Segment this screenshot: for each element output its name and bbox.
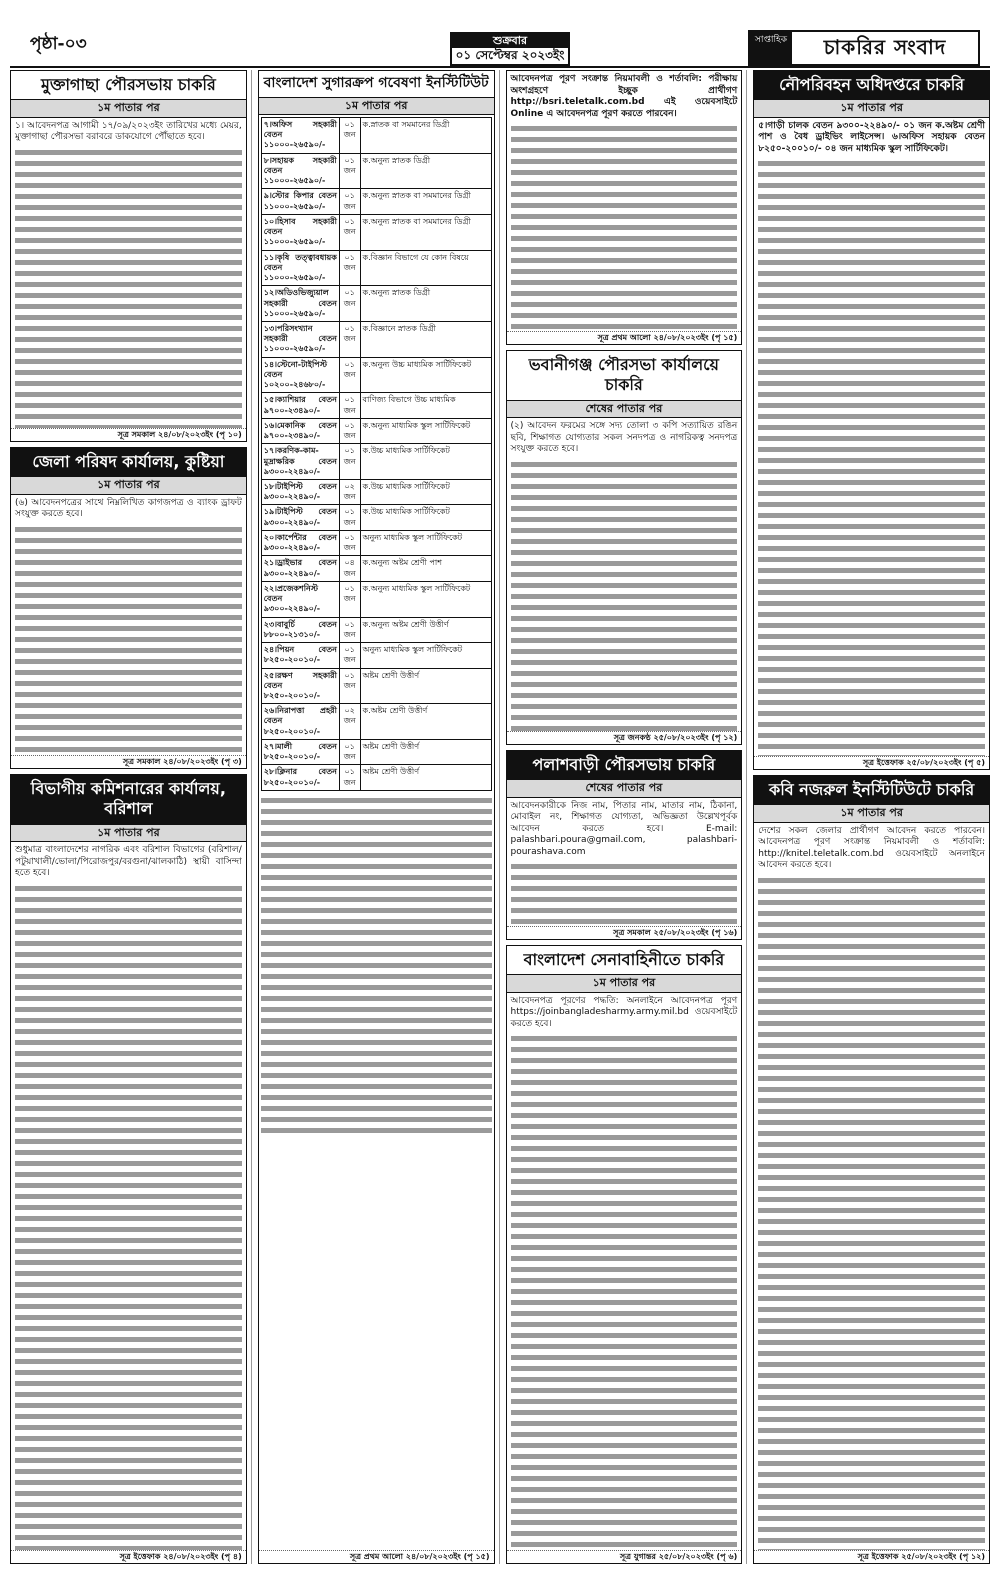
post-name-cell-text: ২৩।বাবুর্চি বেতন ৮৮০০-২১৩১০/- [263, 619, 337, 639]
post-count-cell-text: ০১ জন [343, 359, 356, 379]
text-block [511, 1033, 738, 1550]
date-value: ০১ সেপ্টেম্বর ২০২৩ইং [455, 48, 565, 63]
article-subtitle: ১ম পাতার পর [259, 98, 494, 115]
post-name-cell [261, 214, 339, 250]
columns [10, 70, 990, 1564]
post-count-cell [339, 530, 360, 555]
text-block [511, 123, 738, 331]
post-requirement-cell [360, 643, 491, 668]
article-title: বিভাগীয় কমিশনারের কার্যালয়, বরিশাল [11, 775, 246, 825]
text-block [511, 861, 738, 926]
article-muktagacha [10, 70, 247, 442]
post-row [261, 739, 491, 764]
article-body [507, 993, 742, 1550]
post-count-cell [339, 765, 360, 790]
article-source: সূত্র ইত্তেফাক ২৫/০৮/২০২৩ইং (পৃ ৫) [754, 756, 989, 769]
post-name-cell [261, 480, 339, 505]
post-name-cell [261, 250, 339, 286]
post-row [261, 393, 491, 418]
column-3 [506, 70, 748, 1564]
article-lead: আবেদনপত্র পূরণ সংক্রান্ত নিয়মাবলী ও শর্তাবলি: পরীক্ষায় অংশগ্রহণে ইচ্ছুক প্রার্থীগণ http://bsri.teletalk.com.bd এই ওয়েবসাইটে Online এ আবেদনপত্র পূরণ করতে পারবেন। [510, 74, 738, 119]
column-4 [753, 70, 990, 1564]
post-requirement-cell [360, 739, 491, 764]
post-count-cell-text: ০১ জন [343, 583, 356, 604]
post-count-cell-text: ০১ জন [343, 119, 356, 140]
post-name-cell [261, 704, 339, 740]
article-subtitle: ১ম পাতার পর [11, 477, 246, 494]
post-count-cell-text: ০১ জন [343, 670, 356, 690]
post-name-cell-text: ১৯।টাইপিস্ট বেতন ৯৩০০-২২৪৯০/- [263, 507, 337, 527]
article-title: কবি নজরুল ইনস্টিটিউটে চাকরি [754, 776, 989, 805]
article-subtitle: ১ম পাতার পর [754, 100, 989, 117]
article-body [507, 71, 742, 331]
post-count-cell-text: ০১ জন [343, 619, 356, 639]
post-requirement-cell-text: ক.উচ্চ মাধ্যমিক সার্টিফিকেট [362, 507, 450, 517]
post-requirement-cell [360, 117, 491, 153]
article-subtitle: ১ম পাতার পর [507, 975, 742, 992]
post-row [261, 704, 491, 740]
post-count-cell [339, 117, 360, 153]
post-count-cell [339, 643, 360, 668]
post-count-cell-text: ০১ জন [343, 767, 356, 787]
post-name-cell-text: ১৩।পরিসংখ্যান সহকারী বেতন ১১০০০-২৬৫৯০/- [263, 323, 337, 354]
article-barishal [10, 774, 247, 1564]
article-source: সূত্র সমকাল ২৪/০৮/২০২৩ইং (পৃ ১০) [11, 428, 246, 441]
post-row [261, 286, 491, 322]
post-name-cell [261, 117, 339, 153]
post-requirement-cell-text: অনুন্য মাধ্যমিক স্কুল সার্টিফিকেট [362, 645, 463, 655]
article-body [754, 823, 989, 1550]
article-subtitle: শেষের পাতার পর [507, 401, 742, 418]
post-requirement-cell [360, 153, 491, 189]
post-row [261, 444, 491, 480]
post-count-cell-text: ০১ জন [343, 507, 356, 527]
post-name-cell [261, 189, 339, 214]
post-name-cell [261, 617, 339, 642]
post-requirement-cell-text: ক.অনুন্য উচ্চ মাধ্যমিক সার্টিফিকেট [362, 359, 472, 369]
post-name-cell-text: ২০।কার্পেন্টার বেতন ৯৩০০-২২৪৯০/- [263, 532, 337, 553]
post-name-cell-text: ১৮।টাইপিস্ট বেতন ৯৩০০-২২৪৯০/- [263, 482, 337, 502]
post-count-cell-text: ০১ জন [343, 323, 356, 344]
post-count-cell-text: ০২ জন [343, 482, 356, 502]
post-count-cell-text: ০১ জন [343, 532, 356, 553]
post-count-cell [339, 189, 360, 214]
post-requirement-cell [360, 321, 491, 357]
post-requirement-cell [360, 556, 491, 581]
article-title: জেলা পরিষদ কার্যালয়, কুষ্টিয়া [11, 448, 246, 477]
article-title: বাংলাদেশ সুগারক্রপ গবেষণা ইনস্টিটিউট [259, 71, 494, 98]
post-requirement-cell [360, 393, 491, 418]
post-requirement-cell-text: ক.অনুন্য মাধ্যমিক স্কুল সার্টিফিকেট [362, 583, 471, 593]
text-block [758, 158, 985, 756]
post-count-cell [339, 393, 360, 418]
post-name-cell-text: ২২।প্রজেকশনিস্ট বেতন ৯৩০০-২২৪৯০/- [263, 583, 321, 614]
post-count-cell-text: ০১ জন [343, 395, 356, 415]
post-name-cell-text: ১৭।করণিক-কাম-মুদ্রাক্ষরিক বেতন ৯৩০০-২২৪৯০/- [263, 446, 337, 476]
post-row [261, 321, 491, 357]
article-body [259, 115, 494, 1550]
text-block [15, 524, 242, 755]
post-count-cell-text: ০১ জন [343, 420, 356, 441]
article-source: সূত্র যুগান্তর ২৫/০৮/২০২৩ইং (পৃ ৬) [507, 1550, 742, 1563]
post-row [261, 530, 491, 555]
post-row [261, 617, 491, 642]
post-count-cell [339, 321, 360, 357]
post-requirement-cell [360, 530, 491, 555]
article-lead: (৬) আবেদনপত্রের সাথে নিম্নলিখিত কাগজপত্র ও ব্যাংক ড্রাফট সংযুক্ত করতে হবে। [15, 497, 242, 520]
post-row [261, 214, 491, 250]
post-row [261, 153, 491, 189]
post-count-cell-text: ০১ জন [343, 216, 356, 237]
post-count-cell [339, 739, 360, 764]
post-requirement-cell [360, 214, 491, 250]
post-name-cell [261, 556, 339, 581]
post-requirement-cell [360, 617, 491, 642]
post-name-cell [261, 321, 339, 357]
article-source: সূত্র ইত্তেফাক ২৫/০৮/২০২৩ইং (পৃ ১২) [754, 1550, 989, 1563]
article-bhabaniganj [506, 350, 743, 745]
post-count-cell [339, 214, 360, 250]
article-lead: ৫।গাড়ী চালক বেতন ৯৩০০-২২৪৯০/- ০১ জন ক.অষ্টম শ্রেণী পাশ ও বৈধ ড্রাইভিং লাইসেন্স। ৬।অফিস সহায়ক বেতন ৮২৫০-২০০১০/- ০৪ জন মাধ্যমিক স্কুল সার্টিফিকেট। [758, 120, 985, 154]
post-requirement-cell-text: ক.উচ্চ মাধ্যমিক সার্টিফিকেট [362, 482, 450, 492]
post-requirement-cell-text: অষ্টম শ্রেণী উত্তীর্ণ [362, 670, 420, 680]
text-block [261, 795, 492, 1135]
post-requirement-cell-text: ক.অষ্টম শ্রেণী উত্তীর্ণ [362, 706, 428, 716]
post-requirement-cell-text: ক.অনুন্য স্নাতক বা সমমানের ডিগ্রী [362, 216, 471, 226]
article-body [754, 118, 989, 756]
post-name-cell-text: ১৪।স্টেনো-টাইপিস্ট বেতন ১০২০০-২৪৬৮০/- [263, 359, 327, 390]
post-requirement-cell [360, 668, 491, 704]
post-count-cell [339, 581, 360, 617]
post-requirement-cell [360, 250, 491, 286]
post-name-cell [261, 530, 339, 555]
post-row [261, 765, 491, 790]
article-body [507, 798, 742, 926]
post-requirement-cell-text: অষ্টম শ্রেণী উত্তীর্ণ [362, 741, 420, 751]
post-name-cell [261, 286, 339, 322]
masthead [10, 6, 990, 68]
date-day: শুক্রবার [452, 34, 568, 48]
text-block [15, 883, 242, 1550]
post-count-cell [339, 250, 360, 286]
article-subtitle: ১ম পাতার পর [754, 805, 989, 822]
post-requirement-cell-text: ক.অনুন্য মাধ্যমিক স্কুল সার্টিফিকেট [362, 420, 471, 430]
post-requirement-cell [360, 357, 491, 393]
article-sugarcrop [258, 70, 495, 1564]
date-box [450, 32, 570, 66]
post-count-cell [339, 357, 360, 393]
article-title: বাংলাদেশ সেনাবাহিনীতে চাকরি [507, 946, 742, 975]
brand-tag: সাপ্তাহিক [750, 32, 792, 64]
posts-table-body [261, 117, 491, 790]
post-name-cell [261, 739, 339, 764]
column-2 [258, 70, 500, 1564]
article-nazrul [753, 775, 990, 1564]
text-block [758, 875, 985, 1550]
article-source: সূত্র সমকাল ২৫/০৮/২০২৩ইং (পৃ ১৬) [507, 926, 742, 939]
article-title: মুক্তাগাছা পৌরসভায় চাকরি [11, 71, 246, 100]
post-name-cell [261, 418, 339, 443]
post-name-cell [261, 668, 339, 704]
post-row [261, 643, 491, 668]
post-requirement-cell [360, 704, 491, 740]
article-body [11, 495, 246, 755]
post-name-cell-text: ১১।কৃষি তত্ত্বাবধায়ক বেতন ১১০০০-২৬৫৯০/- [263, 252, 337, 283]
post-count-cell-text: ০১ জন [343, 252, 356, 272]
article-lead: আবেদনকারীকে নিজ নাম, পিতার নাম, মাতার নাম, ঠিকানা, মোবাইল নং, শিক্ষাগত যোগ্যতা, অভিজ্ঞতা উল্লেখপূর্বক আবেদন করতে হবে। E-mail: palashbari.poura@gmail.com, palashbari-pourashava.com [510, 800, 738, 857]
post-count-cell-text: ০১ জন [343, 645, 356, 665]
post-requirement-cell-text: অষ্টম শ্রেণী উত্তীর্ণ [362, 767, 420, 777]
post-name-cell [261, 153, 339, 189]
post-count-cell-text: ০১ জন [343, 446, 356, 466]
post-name-cell-text: ২৬।নিরাপত্তা প্রহরী বেতন ৮২৫০-২০০১০/- [263, 706, 337, 736]
post-count-cell [339, 704, 360, 740]
post-requirement-cell [360, 189, 491, 214]
post-row [261, 668, 491, 704]
post-row [261, 250, 491, 286]
post-requirement-cell-text: ক.অনুন্য অষ্টম শ্রেণী পাশ [362, 558, 442, 568]
article-title: নৌপরিবহন অধিদপ্তরে চাকরি [754, 71, 989, 100]
article-title: পলাশবাড়ী পৌরসভায় চাকরি [507, 751, 742, 780]
post-name-cell-text: ১০।হিসাব সহকারী বেতন ১১০০০-২৬৫৯০/- [263, 216, 337, 247]
text-block [15, 147, 242, 428]
post-requirement-cell [360, 444, 491, 480]
article-lead: দেশের সকল জেলার প্রার্থীগণ আবেদন করতে পারবেন। আবেদনপত্র পূরণ সংক্রান্ত নিয়মাবলী ও শর্তাবলি: http://knitel.teletalk.com.bd ওয়েবসাইটে অনলাইনে আবেদন করতে হবে। [758, 825, 985, 871]
post-name-cell-text: ৭।অফিস সহকারী বেতন ১১০০০-২৬৫৯০/- [263, 119, 337, 150]
post-name-cell [261, 581, 339, 617]
post-row [261, 581, 491, 617]
post-count-cell [339, 556, 360, 581]
article-title: ভবানীগঞ্জ পৌরসভা কার্যালয়ে চাকরি [507, 351, 742, 401]
post-name-cell [261, 505, 339, 530]
article-shipping [753, 70, 990, 770]
post-requirement-cell-text: ক.উচ্চ মাধ্যমিক সার্টিফিকেট [362, 446, 450, 456]
post-count-cell-text: ০১ জন [343, 191, 356, 211]
article-body [507, 418, 742, 731]
article-source: সূত্র প্রথম আলো ২৪/০৮/২০২৩ইং (পৃ ১৫) [259, 1550, 494, 1563]
post-requirement-cell [360, 286, 491, 322]
post-requirement-cell-text: ক.বিজ্ঞান বিভাগে যে কোন বিষয়ে [362, 252, 469, 262]
article-source: সূত্র জনকণ্ঠ ২৫/০৮/২০২৩ইং (পৃ ১২) [507, 731, 742, 744]
post-count-cell-text: ০১ জন [343, 741, 356, 762]
post-name-cell-text: ২৫।রক্ষণ সহকারী বেতন ৮২৫০-২০০১০/- [263, 670, 337, 700]
article-body [11, 118, 246, 428]
article-lead: ১। আবেদনপত্র আগামী ১৭/০৯/২০২৩ইং তারিখের মধ্যে মেয়র, মুক্তাগাছা পৌরসভা বরাবরে ডাকযোগে পৌঁছাতে হবে। [15, 120, 242, 143]
article-subtitle: ১ম পাতার পর [11, 825, 246, 842]
post-name-cell [261, 357, 339, 393]
post-name-cell-text: ২৮।ক্লিনার বেতন ৮২৫০-২০০১০/- [263, 767, 337, 787]
post-name-cell-text: ২১।ড্রাইভার বেতন ৯৩০০-২২৪৯০/- [263, 558, 337, 578]
article-army [506, 945, 743, 1564]
article-source: সূত্র সমকাল ২৪/০৮/২০২৩ইং (পৃ ৩) [11, 755, 246, 768]
article-source: সূত্র প্রথম আলো ২৪/০৮/২০২৩ইং (পৃ ১৫) [507, 331, 742, 344]
post-name-cell [261, 643, 339, 668]
post-requirement-cell-text: ক.বিজ্ঞানে স্নাতক ডিগ্রী [362, 323, 436, 333]
post-count-cell [339, 480, 360, 505]
post-row [261, 357, 491, 393]
article-palashbari [506, 750, 743, 940]
post-count-cell [339, 153, 360, 189]
article-lead: (২) আবেদন ফরমের সঙ্গে সদ্য তোলা ৩ কপি সত্যায়িত রঙিন ছবি, শিক্ষাগত যোগ্যতার সকল সনদপত্র ও নাগরিকত্ব সনদপত্র সংযুক্ত করতে হবে। [510, 421, 738, 455]
page-number: পৃষ্ঠা-০৩ [30, 34, 87, 54]
post-requirement-cell [360, 418, 491, 443]
post-name-cell-text: ১২।অডিওভিজ্যুয়াল সহকারী বেতন ১১০০০-২৬৫৯০/- [263, 288, 337, 318]
post-requirement-cell-text: ক.অনুন্য অষ্টম শ্রেণী উত্তীর্ণ [362, 619, 449, 629]
post-name-cell [261, 765, 339, 790]
post-requirement-cell-text: ক.অনুন্য স্নাতক ডিগ্রী [362, 288, 430, 298]
article-lead: শুধুমাত্র বাংলাদেশের নাগরিক এবং বরিশাল বিভাগের (বরিশাল/পটুয়াখালী/ভোলা/পিরোজপুর/বরগুনা/ঝালকাঠি) স্থায়ী বাসিন্দা হতে হবে। [15, 845, 242, 879]
post-count-cell [339, 505, 360, 530]
post-count-cell-text: ০৪ জন [343, 558, 356, 578]
posts-table [261, 117, 492, 791]
post-requirement-cell-text: ক.স্নাতক বা সমমানের ডিগ্রী [362, 119, 450, 129]
post-count-cell [339, 286, 360, 322]
column-1 [10, 70, 252, 1564]
post-row [261, 117, 491, 153]
post-count-cell-text: ০১ জন [343, 155, 356, 175]
post-name-cell-text: ২৭।মালী বেতন ৮২৫০-২০০১০/- [263, 741, 337, 762]
post-row [261, 189, 491, 214]
brand-name: চাকরির সংবাদ [823, 35, 947, 60]
post-name-cell-text: ২৪।পিয়ন বেতন ৮২৫০-২০০১০/- [263, 645, 337, 665]
post-count-cell [339, 668, 360, 704]
article-kushtia [10, 447, 247, 769]
text-block [511, 459, 738, 731]
post-name-cell-text: ৮।সহায়ক সহকারী বেতন ১১০০০-২৬৫৯০/- [263, 155, 337, 186]
post-requirement-cell [360, 581, 491, 617]
post-count-cell [339, 444, 360, 480]
post-name-cell-text: ৯।স্টোর কিপার বেতন ১১০০০-২৬৫৯০/- [263, 191, 337, 211]
post-name-cell-text: ১৬।মেকানিক বেতন ৯৭০০-২৩৪৯০/- [263, 420, 337, 441]
post-row [261, 480, 491, 505]
article-bsri-application [506, 70, 743, 345]
post-requirement-cell-text: বাণিজ্য বিভাগে উচ্চ মাধ্যমিক [362, 395, 456, 405]
article-subtitle: শেষের পাতার পর [507, 780, 742, 797]
post-count-cell [339, 418, 360, 443]
post-count-cell-text: ০১ জন [343, 288, 356, 308]
post-row [261, 556, 491, 581]
article-subtitle: ১ম পাতার পর [11, 100, 246, 117]
post-requirement-cell-text: অনুন্য মাধ্যমিক স্কুল সার্টিফিকেট [362, 532, 463, 542]
post-count-cell [339, 617, 360, 642]
post-requirement-cell [360, 505, 491, 530]
post-name-cell [261, 393, 339, 418]
article-lead: আবেদনপত্র পূরণের পদ্ধতি: অনলাইনে আবেদনপত্র পূরণ https://joinbangladesharmy.army.mil.bd ওয়েবসাইটে করতে হবে। [510, 995, 738, 1029]
article-body [11, 842, 246, 1550]
post-count-cell-text: ০২ জন [343, 706, 356, 726]
brand-logo [748, 30, 980, 66]
post-name-cell [261, 444, 339, 480]
post-name-cell-text: ১৫।ক্যাশিয়ার বেতন ৯৭০০-২৩৪৯০/- [263, 395, 337, 415]
post-requirement-cell-text: ক.অনুন্য স্নাতক ডিগ্রী [362, 155, 430, 165]
post-row [261, 418, 491, 443]
article-source: সূত্র ইত্তেফাক ২৪/০৮/২০২৩ইং (পৃ ৪) [11, 1550, 246, 1563]
post-requirement-cell [360, 480, 491, 505]
post-row [261, 505, 491, 530]
post-requirement-cell-text: ক.অনুন্য স্নাতক বা সমমানের ডিগ্রী [362, 191, 471, 201]
post-requirement-cell [360, 765, 491, 790]
